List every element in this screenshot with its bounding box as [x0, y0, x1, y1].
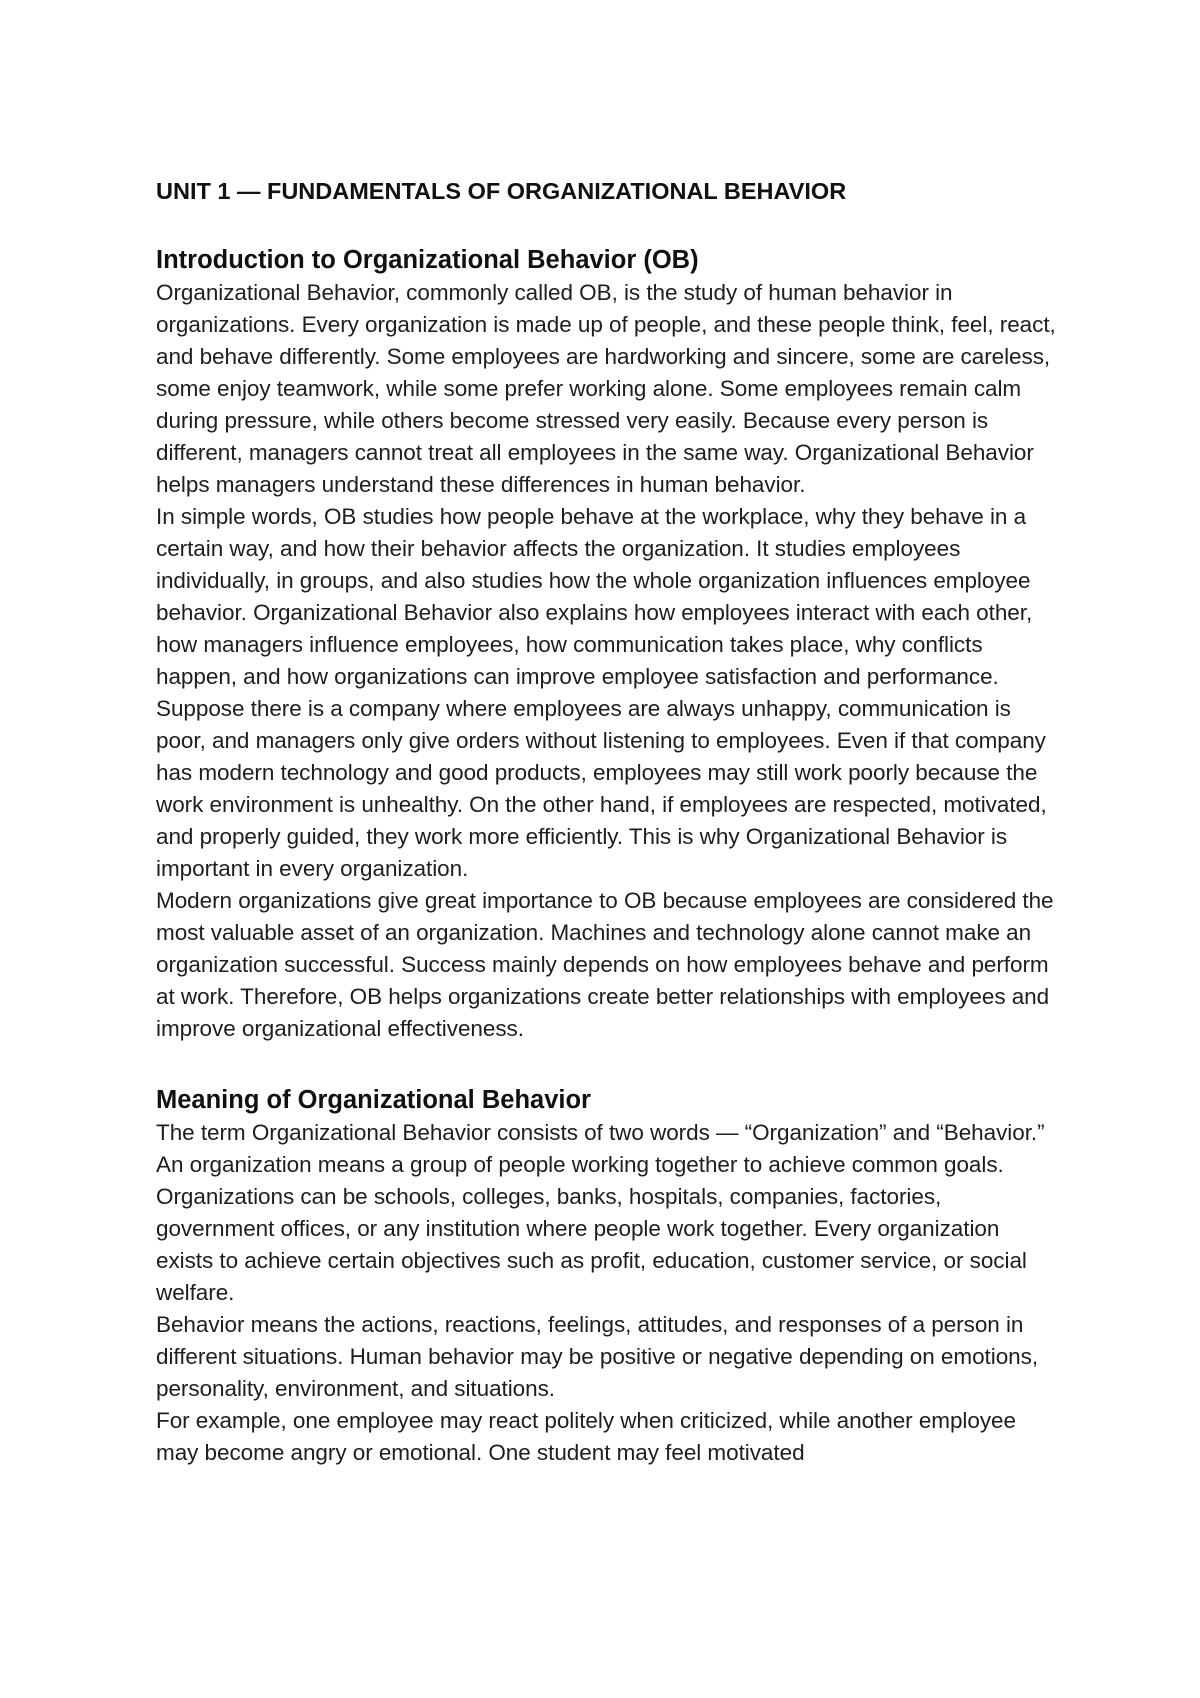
- paragraph: Modern organizations give great importance to OB because employees are considered the most valuable asset of an organization. Machines and technology alone cannot make an organization successful. Success mainly depends on how employees behave and perform at work. Therefore, OB helps organizations create better relationships with employees and improve organizational effectiveness.: [156, 888, 1054, 1041]
- section-heading-introduction: Introduction to Organizational Behavior (OB): [156, 246, 699, 274]
- unit-title: UNIT 1 — FUNDAMENTALS OF ORGANIZATIONAL BEHAVIOR: [156, 178, 847, 204]
- paragraph: In simple words, OB studies how people behave at the workplace, why they behave in a certain way, and how their behavior affects the organization. It studies employees individually, in groups, and also studies how the whole organization influences employee behavior. Organizational Behavior also explains how employees interact with each other, how managers influence employees, how communication takes place, why conflicts happen, and how organizations can improve employee satisfaction and performance.: [156, 504, 1033, 689]
- paragraph: For example, one employee may react politely when criticized, while another employee may become angry or emotional. One student may feel motivated: [156, 1408, 1016, 1465]
- document-content: [156, 175, 1056, 1469]
- paragraph: Suppose there is a company where employees are always unhappy, communication is poor, and managers only give orders without listening to employees. Even if that company has modern technology and good products, employees may still work poorly because the work environment is unhealthy. On the other hand, if employees are respected, motivated, and properly guided, they work more efficiently. This is why Organizational Behavior is important in every organization.: [156, 696, 1047, 881]
- paragraph: Behavior means the actions, reactions, feelings, attitudes, and responses of a person in different situations. Human behavior may be positive or negative depending on emotions, personality, environment, and situations.: [156, 1312, 1039, 1401]
- paragraph: The term Organizational Behavior consists of two words — “Organization” and “Behavior.”: [156, 1120, 1045, 1145]
- paragraph: An organization means a group of people working together to achieve common goals. Organizations can be schools, colleges, banks, hospitals, companies, factories, government offices, or any institution where people work together. Every organization exists to achieve certain objectives such as profit, education, customer service, or social welfare.: [156, 1152, 1027, 1305]
- section-heading-meaning: Meaning of Organizational Behavior: [156, 1086, 591, 1114]
- paragraph: Organizational Behavior, commonly called OB, is the study of human behavior in organizations. Every organization is made up of people, and these people think, feel, react, and behave differently. Some employees are hardworking and sincere, some are careless, some enjoy teamwork, while some prefer working alone. Some employees remain calm during pressure, while others become stressed very easily. Because every person is different, managers cannot treat all employees in the same way. Organizational Behavior helps managers understand these differences in human behavior.: [156, 280, 1056, 497]
